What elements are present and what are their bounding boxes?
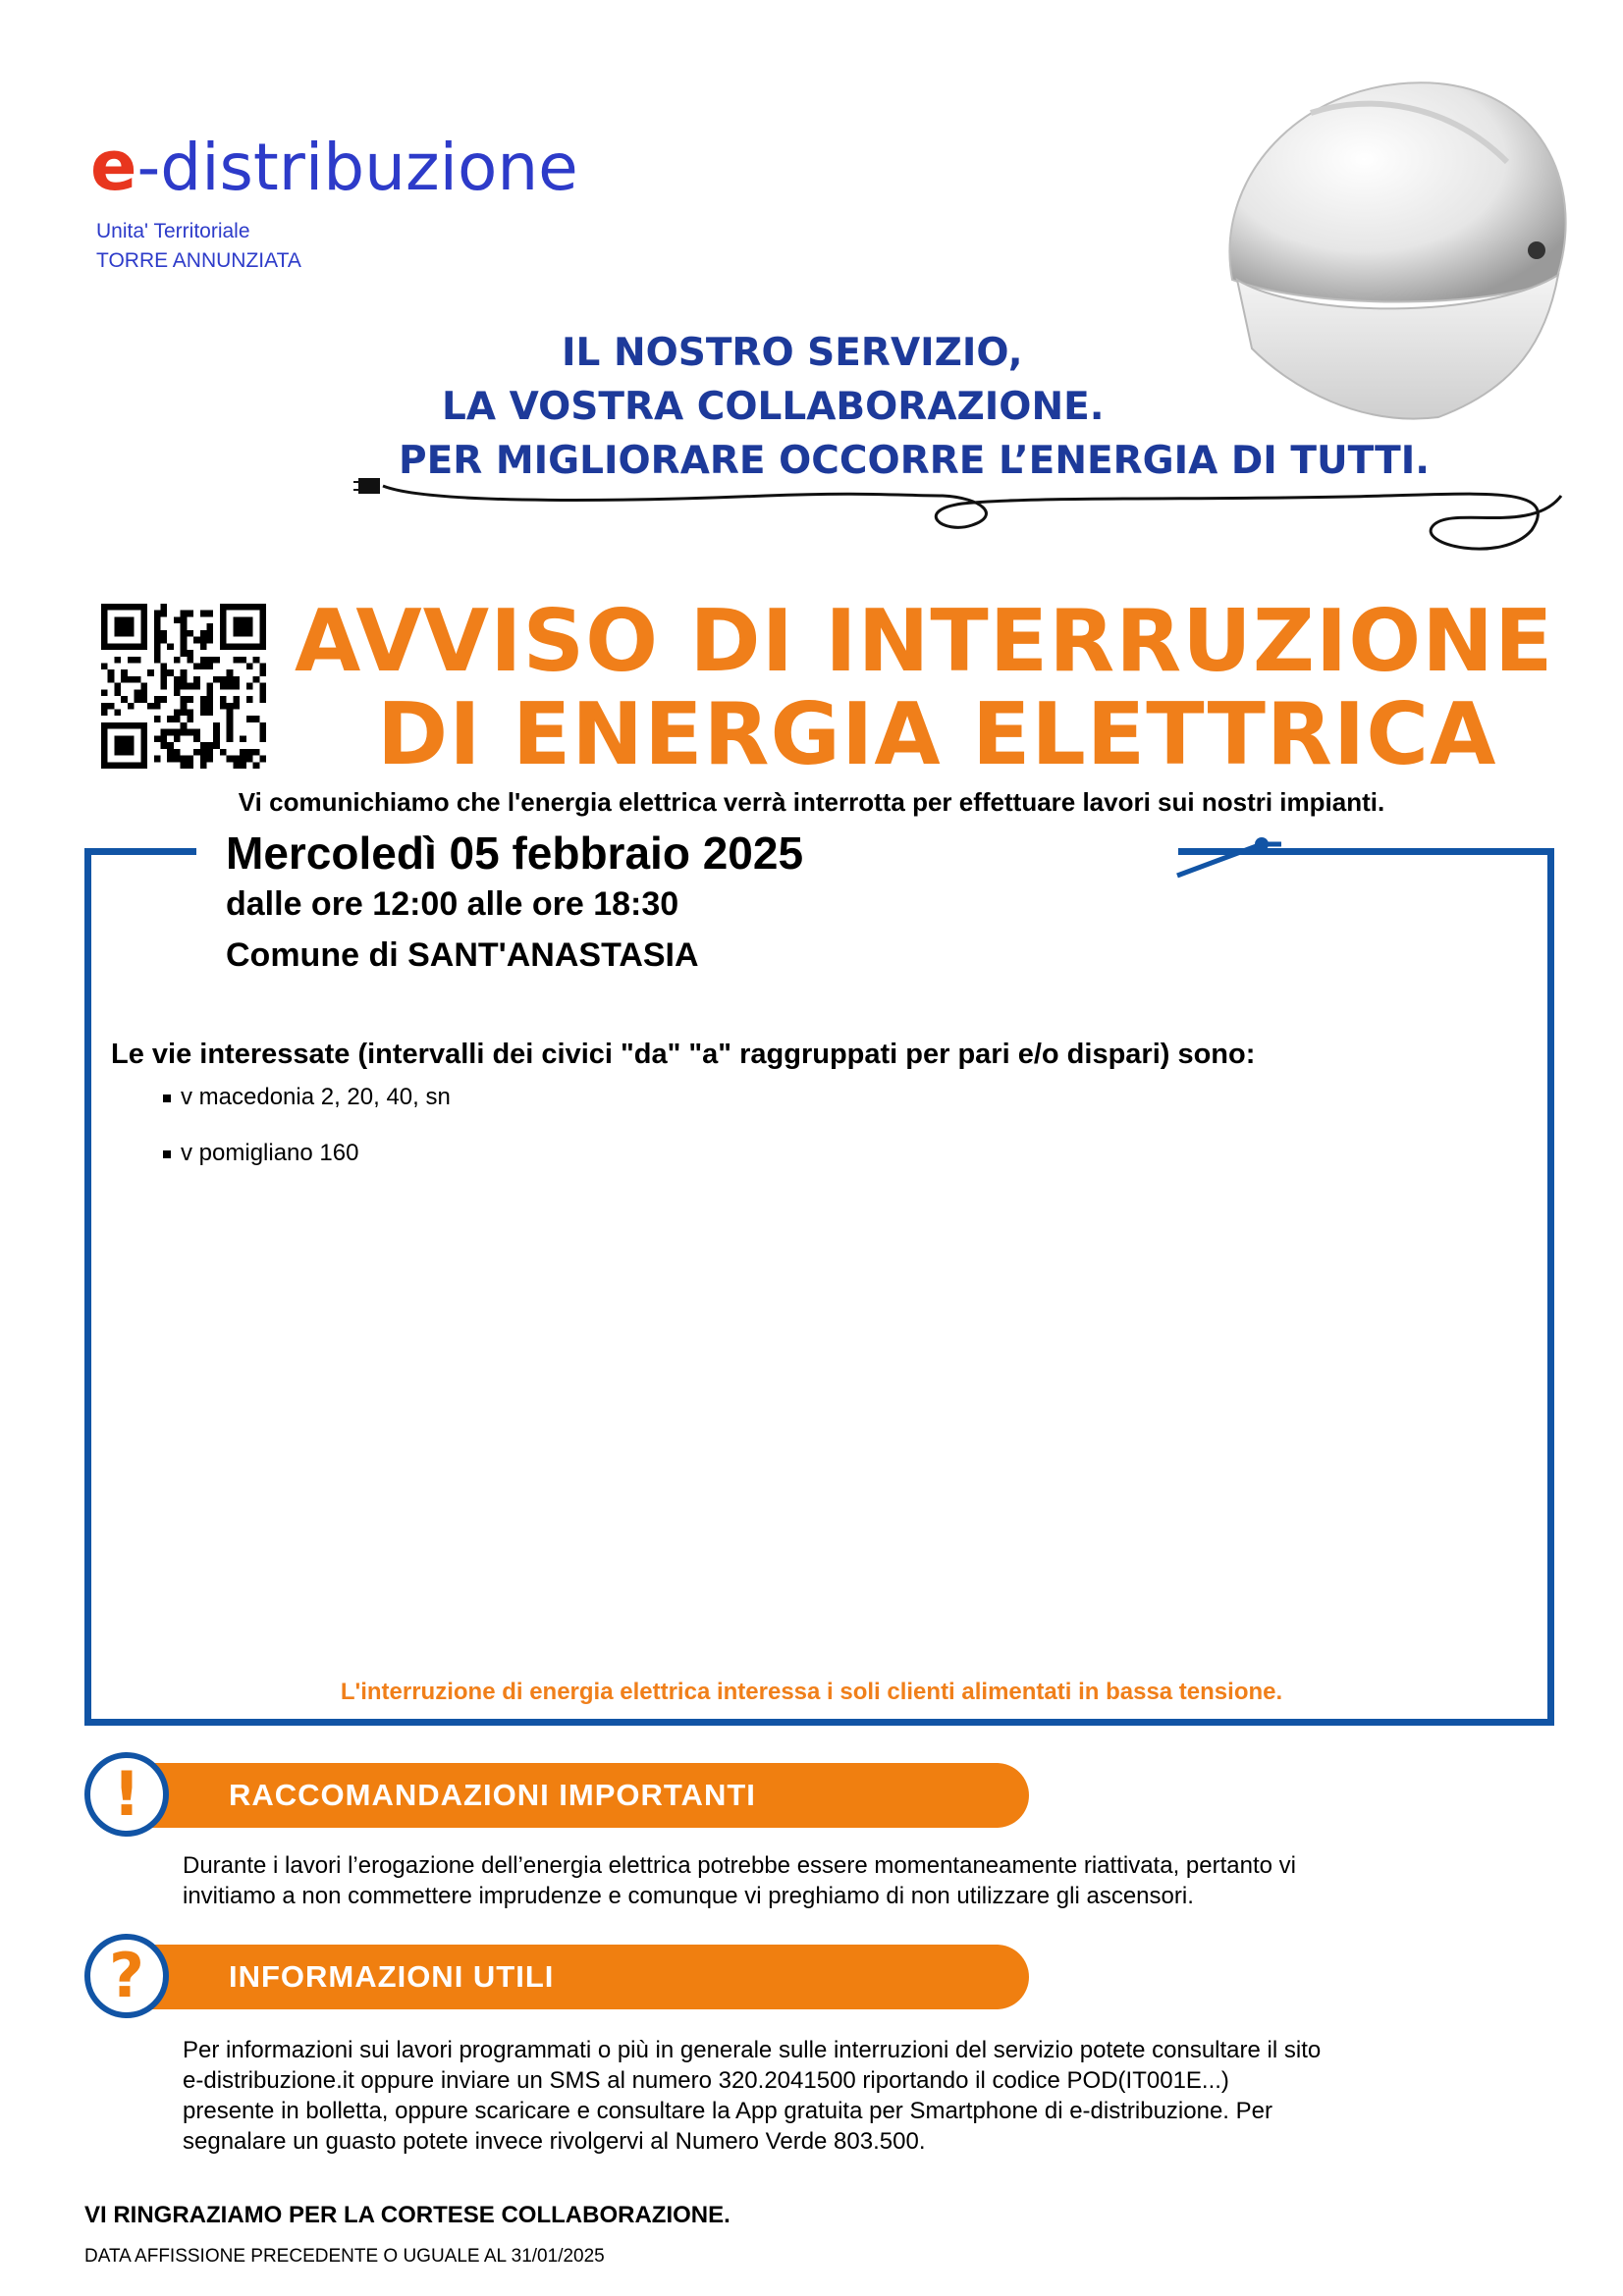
info-bar bbox=[116, 1945, 1029, 2009]
question-icon: ? bbox=[84, 1934, 169, 2018]
notice-title-line-1: AVVISO DI INTERRUZIONE bbox=[295, 591, 1554, 691]
qr-code bbox=[101, 604, 266, 769]
cable-icon bbox=[1173, 832, 1281, 881]
street-item: v macedonia 2, 20, 40, sn bbox=[163, 1084, 451, 1111]
notice-title-line-2: DI ENERGIA ELETTRICA bbox=[377, 684, 1497, 784]
recommendations-bar bbox=[116, 1763, 1029, 1828]
outage-date: Mercoledì 05 febbraio 2025 bbox=[226, 828, 804, 879]
info-text: Per informazioni sui lavori programmati o più in generale sulle interruzioni del servizio potete consultare il sito e-distribuzione.it oppure inviare un SMS al numero 320.2041500 riportando il codice POD(IT001E...) presente in bolletta, oppure scaricare e consultare la App gratuita per Smartphone di e-distribuzione. Per segnalare un guasto potete invece rivolgervi al Numero Verde 803.500. bbox=[183, 2037, 1322, 2155]
low-voltage-note: L'interruzione di energia elettrica interessa i soli clienti alimentati in bassa tensione. bbox=[340, 1679, 1283, 1705]
recommendations-heading: RACCOMANDAZIONI IMPORTANTI bbox=[229, 1778, 756, 1812]
affix-date: DATA AFFISSIONE PRECEDENTE O UGUALE AL 31/01/2025 bbox=[84, 2246, 605, 2267]
logo-text: -distribuzione bbox=[136, 130, 578, 205]
brand-logo bbox=[90, 126, 578, 214]
slogan-line-2: LA VOSTRA COLLABORAZIONE. bbox=[442, 385, 1105, 429]
bullet-icon bbox=[163, 1095, 171, 1102]
unit-label: Unita' Territoriale bbox=[96, 220, 250, 242]
outage-time: dalle ore 12:00 alle ore 18:30 bbox=[226, 885, 679, 923]
power-cord-icon bbox=[353, 456, 1581, 564]
bullet-icon bbox=[163, 1150, 171, 1158]
exclamation-icon: ! bbox=[84, 1752, 169, 1837]
outage-comune: Comune di SANT'ANASTASIA bbox=[226, 936, 699, 974]
recommendations-text: Durante i lavori l’erogazione dell’energia elettrica potrebbe essere momentaneamente riattivata, pertanto vi invitiamo a non commettere imprudenze e comunque vi preghiamo di non utilizzare gli ascensori. bbox=[183, 1852, 1296, 1909]
streets-heading: Le vie interessate (intervalli dei civici "da" "a" raggruppati per pari e/o dispari) sono: bbox=[111, 1039, 1256, 1070]
slogan-line-3: PER MIGLIORARE OCCORRE L’ENERGIA DI TUTTI. bbox=[399, 439, 1431, 483]
slogan-line-1: IL NOSTRO SERVIZIO, bbox=[562, 331, 1023, 375]
info-heading: INFORMAZIONI UTILI bbox=[229, 1959, 555, 1994]
thanks-text: VI RINGRAZIAMO PER LA CORTESE COLLABORAZIONE. bbox=[84, 2202, 730, 2228]
intro-text: Vi comunichiamo che l'energia elettrica verrà interrotta per effettuare lavori sui nostri impianti. bbox=[238, 787, 1385, 817]
logo-e-letter: e bbox=[90, 126, 137, 206]
street-item: v pomigliano 160 bbox=[163, 1140, 358, 1167]
safety-helmet-image bbox=[1193, 54, 1586, 427]
notice-box bbox=[84, 848, 1554, 1726]
unit-name: TORRE ANNUNZIATA bbox=[96, 249, 301, 272]
